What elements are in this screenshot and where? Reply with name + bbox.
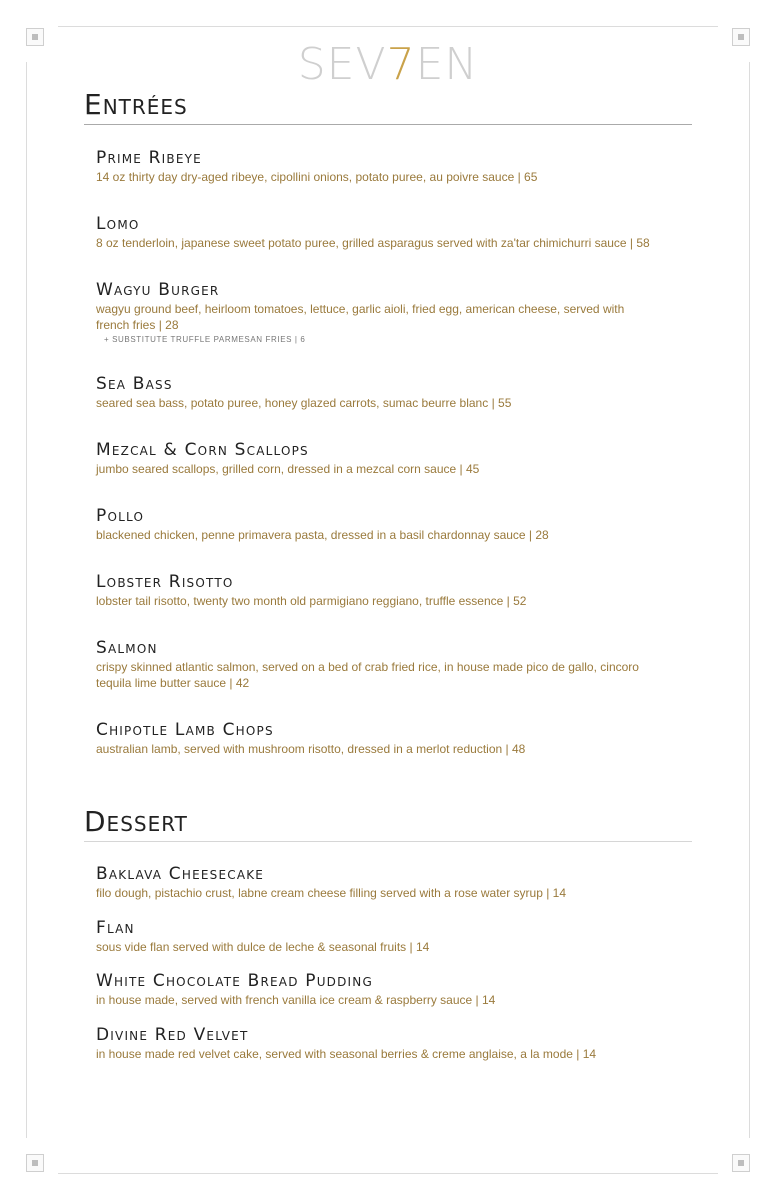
item-name: Chipotle Lamb Chops <box>96 720 274 740</box>
item-description: wagyu ground beef, heirloom tomatoes, lettuce, garlic aioli, fried egg, american cheese, served with french fries | 28 <box>96 302 625 332</box>
frame-top-line <box>58 26 718 27</box>
menu-item <box>96 374 656 411</box>
item-name: Sea Bass <box>96 374 173 394</box>
item-name: Pollo <box>96 506 145 526</box>
menu-item <box>96 971 656 1008</box>
item-description: seared sea bass, potato puree, honey glazed carrots, sumac beurre blanc | 55 <box>96 396 512 410</box>
menu-item <box>96 1025 656 1062</box>
item-note: + SUBSTITUTE TRUFFLE PARMESAN FRIES | 6 <box>104 335 306 344</box>
item-description: 8 oz tenderloin, japanese sweet potato puree, grilled asparagus served with za'tar chimichurri sauce | 58 <box>96 236 650 250</box>
item-description: in house made, served with french vanilla ice cream & raspberry sauce | 14 <box>96 993 496 1007</box>
item-description: lobster tail risotto, twenty two month old parmigiano reggiano, truffle essence | 52 <box>96 594 527 608</box>
item-name: Baklava Cheesecake <box>96 864 265 884</box>
item-name: Salmon <box>96 638 158 658</box>
corner-ornament-icon <box>732 1154 750 1172</box>
item-name: Mezcal & Corn Scallops <box>96 440 309 460</box>
menu-item <box>96 720 656 757</box>
item-description: blackened chicken, penne primavera pasta, dressed in a basil chardonnay sauce | 28 <box>96 528 549 542</box>
item-name: Lobster Risotto <box>96 572 234 592</box>
item-name: Divine Red Velvet <box>96 1025 249 1045</box>
item-description: australian lamb, served with mushroom risotto, dressed in a merlot reduction | 48 <box>96 742 526 756</box>
item-name: Prime Ribeye <box>96 148 202 168</box>
frame-bottom-line <box>58 1173 718 1174</box>
menu-item <box>96 280 656 344</box>
logo-text-part1: SEV <box>297 39 387 90</box>
item-description: sous vide flan served with dulce de leche & seasonal fruits | 14 <box>96 940 430 954</box>
menu-item <box>96 864 656 901</box>
menu-item <box>96 214 656 251</box>
item-description: crispy skinned atlantic salmon, served on a bed of crab fried rice, in house made pico de gallo, cincoro tequila lime butter sauce | 42 <box>96 660 639 690</box>
menu-item <box>96 572 656 609</box>
logo-text-part2: EN <box>415 39 479 90</box>
menu-item <box>96 148 656 185</box>
section-title-dessert: Dessert <box>84 805 692 842</box>
frame-left-line <box>26 62 27 1138</box>
item-name: Lomo <box>96 214 140 234</box>
item-name: White Chocolate Bread Pudding <box>96 971 373 991</box>
menu-item <box>96 440 656 477</box>
menu-item <box>96 918 656 955</box>
item-description: 14 oz thirty day dry-aged ribeye, cipollini onions, potato puree, au poivre sauce | 65 <box>96 170 538 184</box>
item-description: in house made red velvet cake, served with seasonal berries & creme anglaise, a la mode | 14 <box>96 1047 597 1061</box>
menu-item <box>96 506 656 543</box>
item-name: Flan <box>96 918 135 938</box>
item-description: filo dough, pistachio crust, labne cream cheese filling served with a rose water syrup | 14 <box>96 886 567 900</box>
item-name: Wagyu Burger <box>96 280 220 300</box>
menu-item <box>96 638 656 691</box>
logo-accent: 7 <box>386 39 416 90</box>
corner-ornament-icon <box>26 1154 44 1172</box>
brand-logo <box>0 40 776 90</box>
section-title-entrees: Entrées <box>84 88 692 125</box>
frame-right-line <box>749 62 750 1138</box>
item-description: jumbo seared scallops, grilled corn, dressed in a mezcal corn sauce | 45 <box>96 462 480 476</box>
